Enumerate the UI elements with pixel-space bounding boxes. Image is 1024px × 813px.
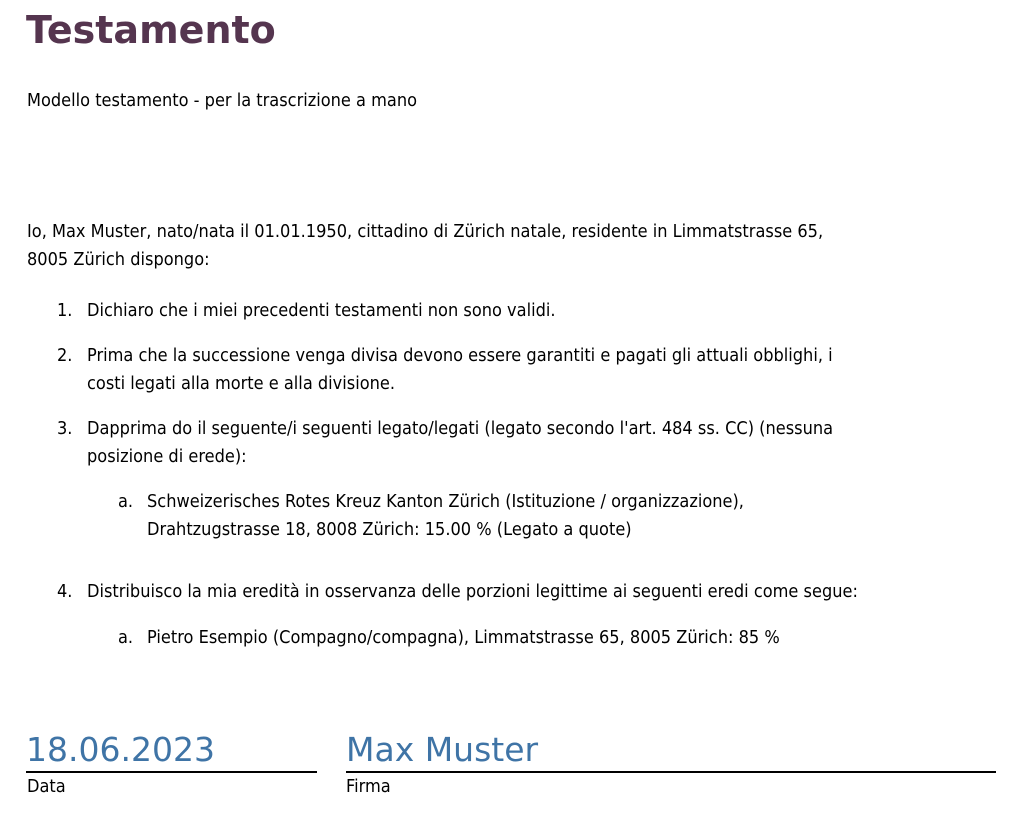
- list-subitem-line: Schweizerisches Rotes Kreuz Kanton Zürich (Istituzione / organizzazione),: [147, 491, 744, 512]
- list-item-line: Dichiaro che i miei precedenti testamenti non sono validi.: [87, 300, 556, 321]
- document-subtitle: Modello testamento - per la trascrizione a mano: [27, 90, 418, 111]
- list-item-number: 3.: [57, 418, 73, 439]
- list-item-line: Distribuisco la mia eredità in osservanza delle porzioni legittime ai seguenti eredi come segue:: [87, 581, 858, 602]
- signature-label: Firma: [346, 776, 391, 797]
- list-item-text: [87, 578, 858, 606]
- document-title: Testamento: [26, 8, 276, 52]
- list-item-text: [87, 415, 833, 471]
- list-item-number: 4.: [57, 581, 73, 602]
- date-value: 18.06.2023: [26, 730, 215, 769]
- intro-paragraph: [27, 218, 823, 274]
- list-subitem-letter: a.: [118, 491, 134, 512]
- intro-line: Io, Max Muster, nato/nata il 01.01.1950, cittadino di Zürich natale, residente in Limmatstrasse 65,: [27, 221, 824, 242]
- list-subitem-text: [147, 624, 780, 652]
- list-item-line: posizione di erede):: [87, 446, 247, 467]
- list-item-number: 2.: [57, 345, 73, 366]
- signature-underline: [346, 771, 996, 773]
- list-subitem-line: Pietro Esempio (Compagno/compagna), Limmatstrasse 65, 8005 Zürich: 85 %: [147, 627, 780, 648]
- list-subitem-line: Drahtzugstrasse 18, 8008 Zürich: 15.00 % (Legato a quote): [147, 519, 632, 540]
- date-label: Data: [27, 776, 66, 797]
- list-item-line: Prima che la successione venga divisa devono essere garantiti e pagati gli attuali obblighi, i: [87, 345, 833, 366]
- list-item-line: Dapprima do il seguente/i seguenti legato/legati (legato secondo l'art. 484 ss. CC) (nessuna: [87, 418, 834, 439]
- list-item-text: [87, 342, 833, 398]
- intro-line: 8005 Zürich dispongo:: [27, 249, 210, 270]
- list-subitem-text: [147, 488, 744, 544]
- list-item-number: 1.: [57, 300, 73, 321]
- signature-value: Max Muster: [346, 730, 539, 769]
- list-item-line: costi legati alla morte e alla divisione.: [87, 373, 396, 394]
- list-subitem-letter: a.: [118, 627, 134, 648]
- list-item-text: [87, 297, 556, 325]
- date-underline: [26, 771, 317, 773]
